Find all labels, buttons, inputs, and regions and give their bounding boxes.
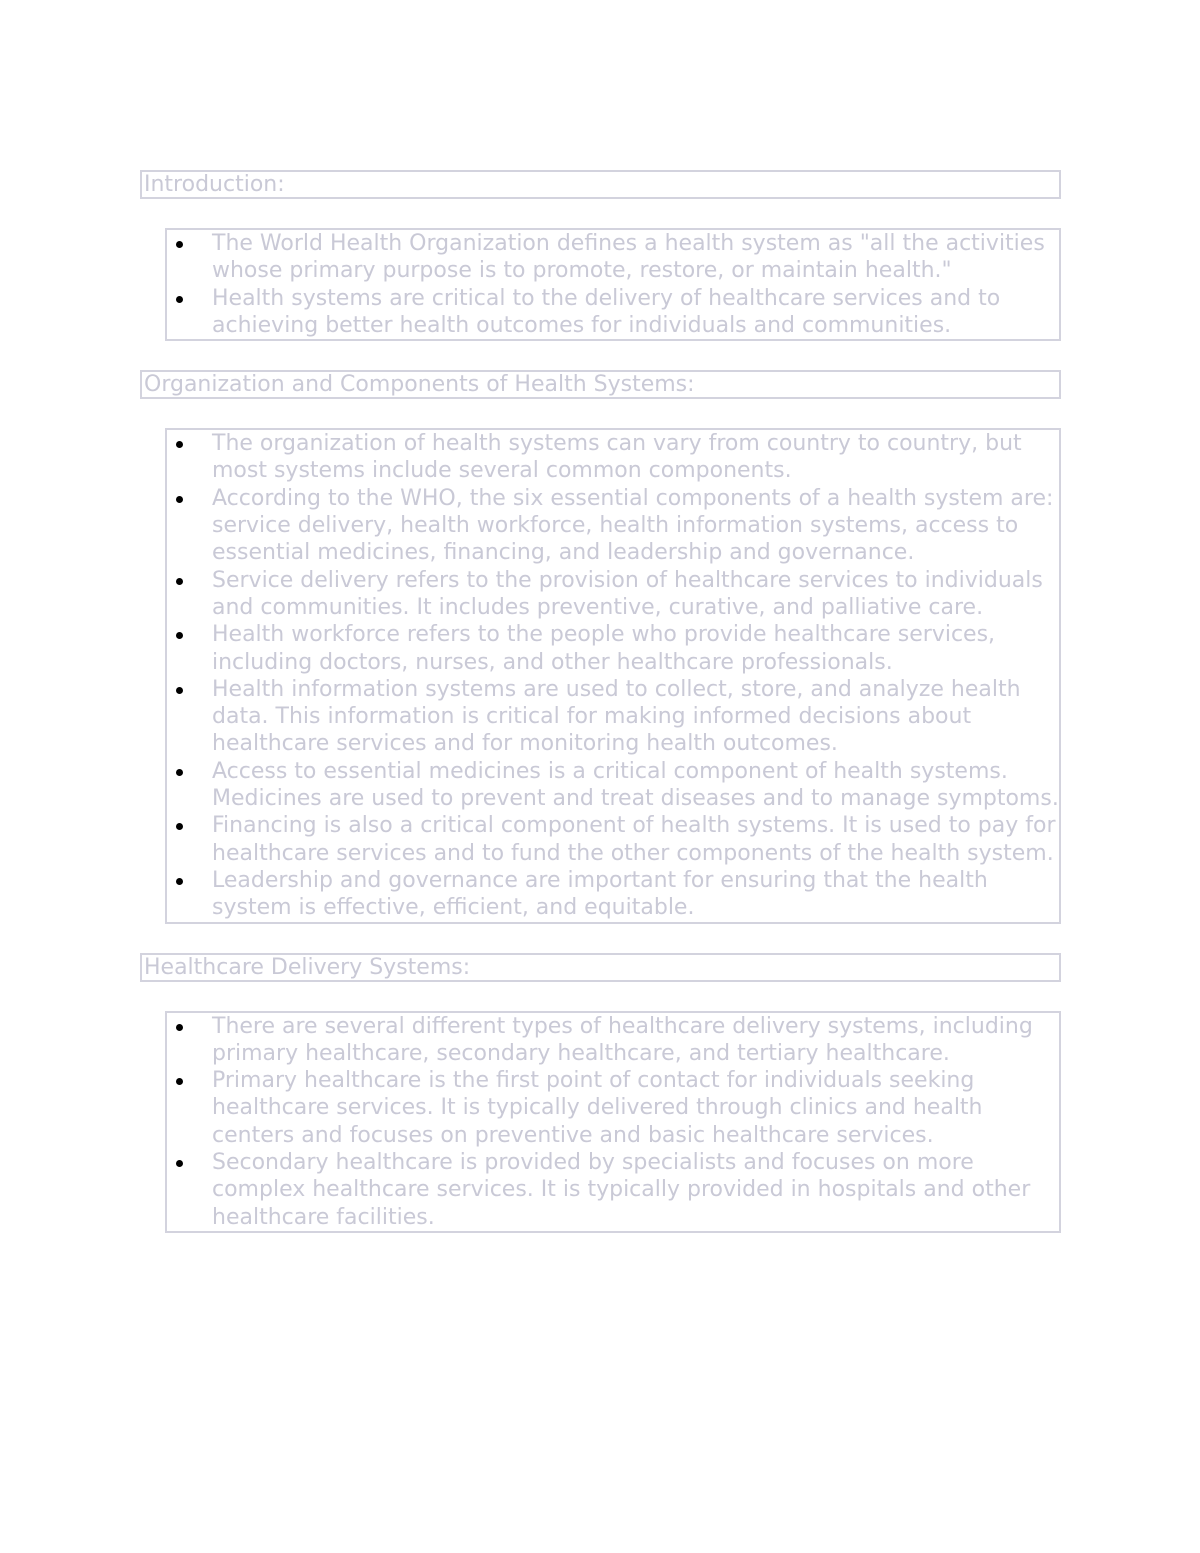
spacer bbox=[140, 341, 1061, 370]
bullet-icon bbox=[176, 296, 183, 303]
bullet-icon bbox=[176, 823, 183, 830]
bullet-list-introduction bbox=[165, 228, 1061, 341]
list-item: Leadership and governance are important for ensuring that the health system is effective, efficient, and equitable. bbox=[167, 867, 1059, 922]
bullet-icon bbox=[176, 441, 183, 448]
list-item: There are several different types of healthcare delivery systems, including primary healthcare, secondary healthcare, and tertiary healthcare. bbox=[167, 1013, 1059, 1068]
bullet-list-healthcare-delivery bbox=[165, 1011, 1061, 1233]
bullet-icon bbox=[176, 496, 183, 503]
list-item: The organization of health systems can vary from country to country, but most systems include several common components. bbox=[167, 430, 1059, 485]
bullet-icon bbox=[176, 878, 183, 885]
list-item: Health workforce refers to the people who provide healthcare services, including doctors, nurses, and other healthcare professionals. bbox=[167, 621, 1059, 676]
section-heading-introduction bbox=[140, 170, 1061, 199]
bullet-icon bbox=[176, 1160, 183, 1167]
section-heading-text: Healthcare Delivery Systems: bbox=[144, 954, 471, 980]
section-heading-text: Organization and Components of Health Systems: bbox=[144, 372, 695, 398]
spacer bbox=[140, 399, 1061, 428]
bullet-icon bbox=[176, 1078, 183, 1085]
list-item: According to the WHO, the six essential components of a health system are: service delivery, health workforce, health information systems, access to essential medicines, financing, and leadership and governance. bbox=[167, 485, 1059, 567]
spacer bbox=[140, 982, 1061, 1011]
document-page bbox=[140, 170, 1061, 1233]
list-item: Secondary healthcare is provided by specialists and focuses on more complex healthcare services. It is typically provided in hospitals and other healthcare facilities. bbox=[167, 1149, 1059, 1231]
list-item: Health information systems are used to collect, store, and analyze health data. This information is critical for making informed decisions about healthcare services and for monitoring health outcomes. bbox=[167, 676, 1059, 758]
bullet-list-organization bbox=[165, 428, 1061, 923]
list-item: Access to essential medicines is a critical component of health systems. Medicines are used to prevent and treat diseases and to manage symptoms. bbox=[167, 758, 1059, 813]
bullet-icon bbox=[176, 1024, 183, 1031]
list-item: Financing is also a critical component of health systems. It is used to pay for healthcare services and to fund the other components of the health system. bbox=[167, 812, 1059, 867]
spacer bbox=[140, 199, 1061, 228]
bullet-icon bbox=[176, 578, 183, 585]
list-item: Primary healthcare is the first point of contact for individuals seeking healthcare services. It is typically delivered through clinics and health centers and focuses on preventive and basic healthcare services. bbox=[167, 1067, 1059, 1149]
bullet-icon bbox=[176, 632, 183, 639]
section-heading-organization bbox=[140, 370, 1061, 399]
section-heading-text: Introduction: bbox=[144, 172, 285, 197]
bullet-icon bbox=[176, 687, 183, 694]
list-item: The World Health Organization defines a health system as "all the activities whose primary purpose is to promote, restore, or maintain health." bbox=[167, 230, 1059, 285]
section-heading-healthcare-delivery bbox=[140, 953, 1061, 982]
list-item: Health systems are critical to the delivery of healthcare services and to achieving better health outcomes for individuals and communities. bbox=[167, 285, 1059, 340]
spacer bbox=[140, 924, 1061, 953]
list-item: Service delivery refers to the provision of healthcare services to individuals and communities. It includes preventive, curative, and palliative care. bbox=[167, 567, 1059, 622]
bullet-icon bbox=[176, 241, 183, 248]
bullet-icon bbox=[176, 769, 183, 776]
